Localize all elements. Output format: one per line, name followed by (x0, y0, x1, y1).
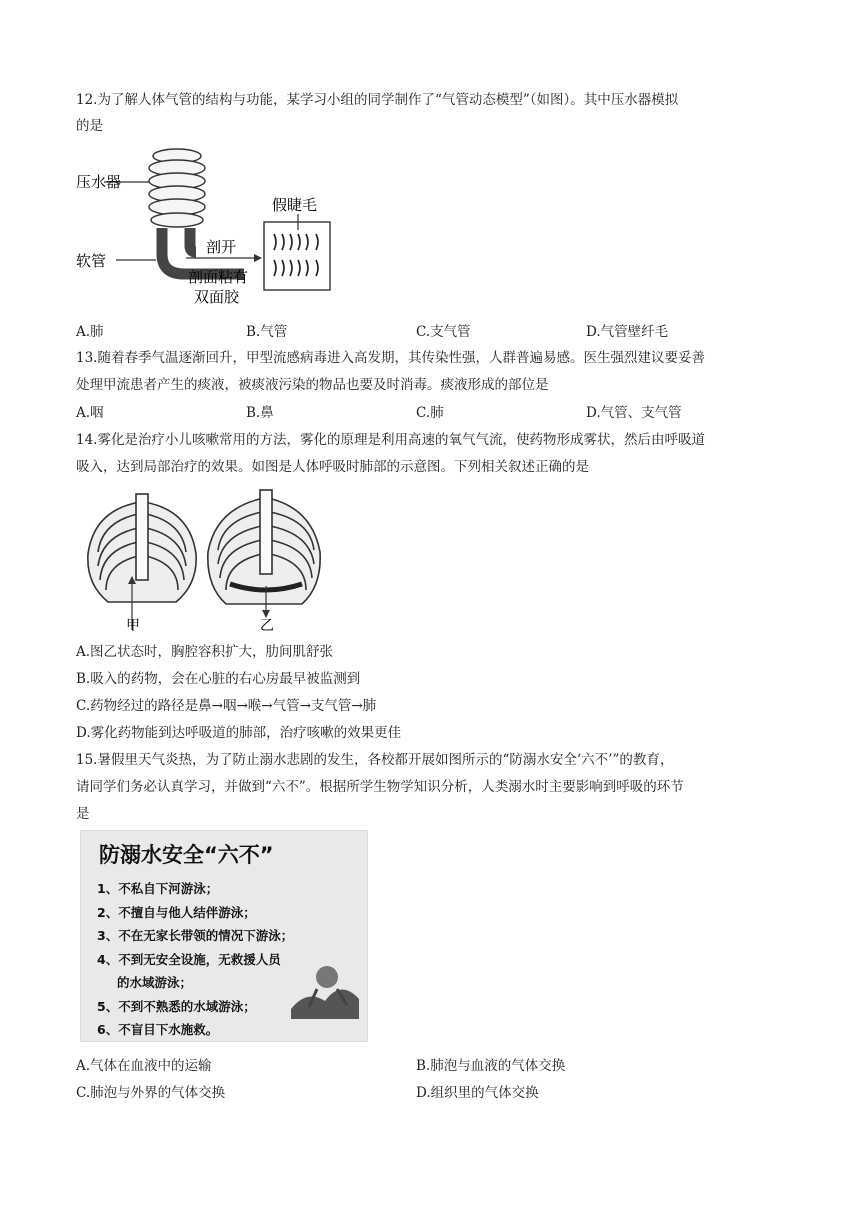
poster-item-1: 1、不私自下河游泳； (97, 881, 219, 896)
q13-stem-line2: 处理甲流患者产生的痰液，被痰液污染的物品也要及时消毒。痰液形成的部位是 (76, 377, 549, 393)
poster-item-2: 2、不擅自与他人结伴游泳； (97, 904, 256, 920)
q13-option-c[interactable]: C.肺 (416, 405, 444, 421)
q14-option-b[interactable]: B.吸入的药物，会在心脏的右心房最早被监测到 (76, 671, 361, 687)
q15-stem-line3: 是 (76, 806, 90, 822)
label-pump: 压水器 (76, 173, 122, 191)
q12-stem-line1: 12.为了解人体气管的结构与功能，某学习小组的同学制作了“气管动态模型”（如图）。其中压水器模拟 (76, 92, 679, 108)
q14-stem-line1: 14.雾化是治疗小儿咳嗽常用的方法，雾化的原理是利用高速的氧气气流，使药物形成雾状，然后由呼吸道 (76, 432, 705, 448)
label-glue1: 剖面粘有 (188, 268, 249, 286)
q15-option-c[interactable]: C.肺泡与外界的气体交换 (76, 1085, 226, 1101)
poster-item-4-cont: 的水域游泳； (117, 975, 193, 990)
poster-title: 防溺水安全“六不” (99, 843, 274, 867)
q14-option-c[interactable]: C.药物经过的路径是鼻→咽→喉→气管→支气管→肺 (76, 698, 377, 714)
q12-stem-line2: 的是 (76, 118, 103, 134)
q15-option-b[interactable]: B.肺泡与血液的气体交换 (416, 1058, 566, 1074)
q14-stem-line2: 吸入，达到局部治疗的效果。如图是人体呼吸时肺部的示意图。下列相关叙述正确的是 (76, 459, 589, 475)
q14-option-d[interactable]: D.雾化药物能到达呼吸道的肺部，治疗咳嗽的效果更佳 (76, 725, 402, 741)
q13-option-b[interactable]: B.鼻 (246, 405, 274, 421)
q14-option-a[interactable]: A.图乙状态时，胸腔容积扩大，肋间肌舒张 (76, 644, 334, 660)
label-cut: 剖开 (206, 238, 237, 256)
q15-stem-line2: 请同学们务必认真学习，并做到“六不”。根据所学生物学知识分析，人类溺水时主要影响到呼吸的环节 (76, 779, 684, 795)
q12-option-c[interactable]: C.支气管 (416, 324, 471, 340)
label-jia: 甲 (126, 618, 140, 632)
label-tube: 软管 (76, 252, 107, 270)
q12-trachea-model-figure (76, 142, 346, 312)
q15-stem-line1: 15.暑假里天气炎热，为了防止溺水悲剧的发生，各校都开展如图所示的“防溺水安全‘六不’”的教育， (76, 752, 674, 768)
label-lash: 假睫毛 (272, 196, 318, 214)
q15-option-d[interactable]: D.组织里的气体交换 (416, 1085, 539, 1101)
q13-option-a[interactable]: A.咽 (76, 405, 104, 421)
q12-option-b[interactable]: B.气管 (246, 324, 288, 340)
q12-option-a[interactable]: A.肺 (76, 324, 104, 340)
pump-bellows-drawing (149, 149, 205, 227)
q13-option-d[interactable]: D.气管、支气管 (586, 405, 682, 421)
q13-stem-line1: 13.随着春季气温逐渐回升，甲型流感病毒进入高发期，其传染性强，人群普遍易感。医生强烈建议要妥善 (76, 350, 705, 366)
ribcage-left-drawing (88, 494, 196, 602)
poster-cartoon-drawing (287, 949, 363, 1019)
label-yi: 乙 (260, 618, 274, 632)
label-glue2: 双面胶 (194, 288, 240, 306)
poster-item-6: 6、不盲目下水施救。 (97, 1022, 219, 1037)
cut-trachea-box (264, 222, 330, 290)
poster-item-5: 5、不到不熟悉的水域游泳； (97, 998, 256, 1014)
q14-ribcage-figure (80, 484, 340, 632)
ribcage-right-drawing (208, 490, 320, 604)
q12-option-d[interactable]: D.气管壁纤毛 (586, 324, 669, 340)
q15-option-a[interactable]: A.气体在血液中的运输 (76, 1058, 212, 1074)
poster-item-4: 4、不到无安全设施，无救援人员 (97, 951, 281, 967)
drowning-safety-poster (80, 830, 368, 1042)
poster-item-3: 3、不在无家长带领的情况下游泳； (97, 928, 294, 943)
